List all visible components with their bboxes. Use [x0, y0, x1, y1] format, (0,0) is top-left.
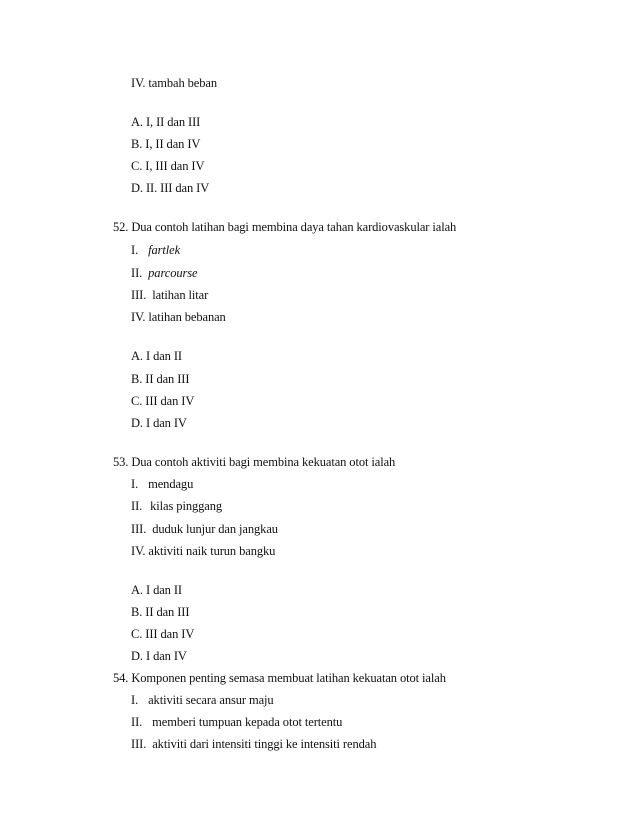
q52-item-iii-text: latihan litar	[152, 288, 209, 302]
q53-option-a: A. I dan II	[131, 583, 182, 597]
q52-item-i	[131, 242, 180, 258]
q54-item-iii	[131, 736, 376, 752]
q52-stem: 52. Dua contoh latihan bagi membina daya tahan kardiovaskular ialah	[113, 220, 457, 234]
q54-item-i-num: I.	[131, 693, 139, 707]
q54-item-ii	[131, 714, 342, 730]
q52-item-ii-text: parcourse	[148, 266, 198, 280]
q52-option-a: A. I dan II	[131, 349, 182, 363]
q54-item-i-text: aktiviti secara ansur maju	[148, 693, 274, 707]
q53-item-iv-num: IV.	[131, 544, 146, 558]
q52-option-b: B. II dan III	[131, 372, 190, 386]
q52-item-iv-num: IV.	[131, 310, 146, 324]
q52-item-ii-num: II.	[131, 266, 143, 280]
q51-option-d: D. II. III dan IV	[131, 181, 210, 195]
q53-item-iv	[131, 543, 275, 559]
q52-item-i-num: I.	[131, 243, 139, 257]
q52-item-iii-num: III.	[131, 288, 147, 302]
q53-option-b: B. II dan III	[131, 605, 190, 619]
q53-option-d: D. I dan IV	[131, 649, 187, 663]
q53-item-ii	[131, 498, 222, 514]
q54-item-ii-num: II.	[131, 715, 143, 729]
q53-item-i-num: I.	[131, 477, 139, 491]
q52-item-iv	[131, 309, 226, 325]
q54-stem: 54. Komponen penting semasa membuat latihan kekuatan otot ialah	[113, 671, 446, 685]
q54-item-iii-text: aktiviti dari intensiti tinggi ke intensiti rendah	[152, 737, 377, 751]
q53-item-ii-text: kilas pinggang	[150, 499, 223, 513]
q54-item-iii-num: III.	[131, 737, 147, 751]
q53-item-i	[131, 476, 193, 492]
q54-item-ii-text: memberi tumpuan kepada otot tertentu	[152, 715, 343, 729]
q53-item-iii-text: duduk lunjur dan jangkau	[152, 522, 278, 536]
q54-item-i	[131, 692, 274, 708]
q52-item-i-text: fartlek	[148, 243, 181, 257]
q51-item-iv: IV. tambah beban	[131, 76, 217, 90]
q53-item-iii	[131, 521, 278, 537]
q53-item-iv-text: aktiviti naik turun bangku	[148, 544, 276, 558]
q52-item-iii	[131, 287, 208, 303]
q53-item-i-text: mendagu	[148, 477, 194, 491]
q53-item-ii-num: II.	[131, 499, 143, 513]
q51-option-a: A. I, II dan III	[131, 115, 201, 129]
q53-stem: 53. Dua contoh aktiviti bagi membina kekuatan otot ialah	[113, 455, 396, 469]
q52-option-c: C. III dan IV	[131, 394, 195, 408]
q52-item-iv-text: latihan bebanan	[148, 310, 226, 324]
q53-item-iii-num: III.	[131, 522, 147, 536]
q52-option-d: D. I dan IV	[131, 416, 187, 430]
q52-item-ii	[131, 265, 197, 281]
q51-option-c: C. I, III dan IV	[131, 159, 205, 173]
q51-option-b: B. I, II dan IV	[131, 137, 201, 151]
q53-option-c: C. III dan IV	[131, 627, 195, 641]
